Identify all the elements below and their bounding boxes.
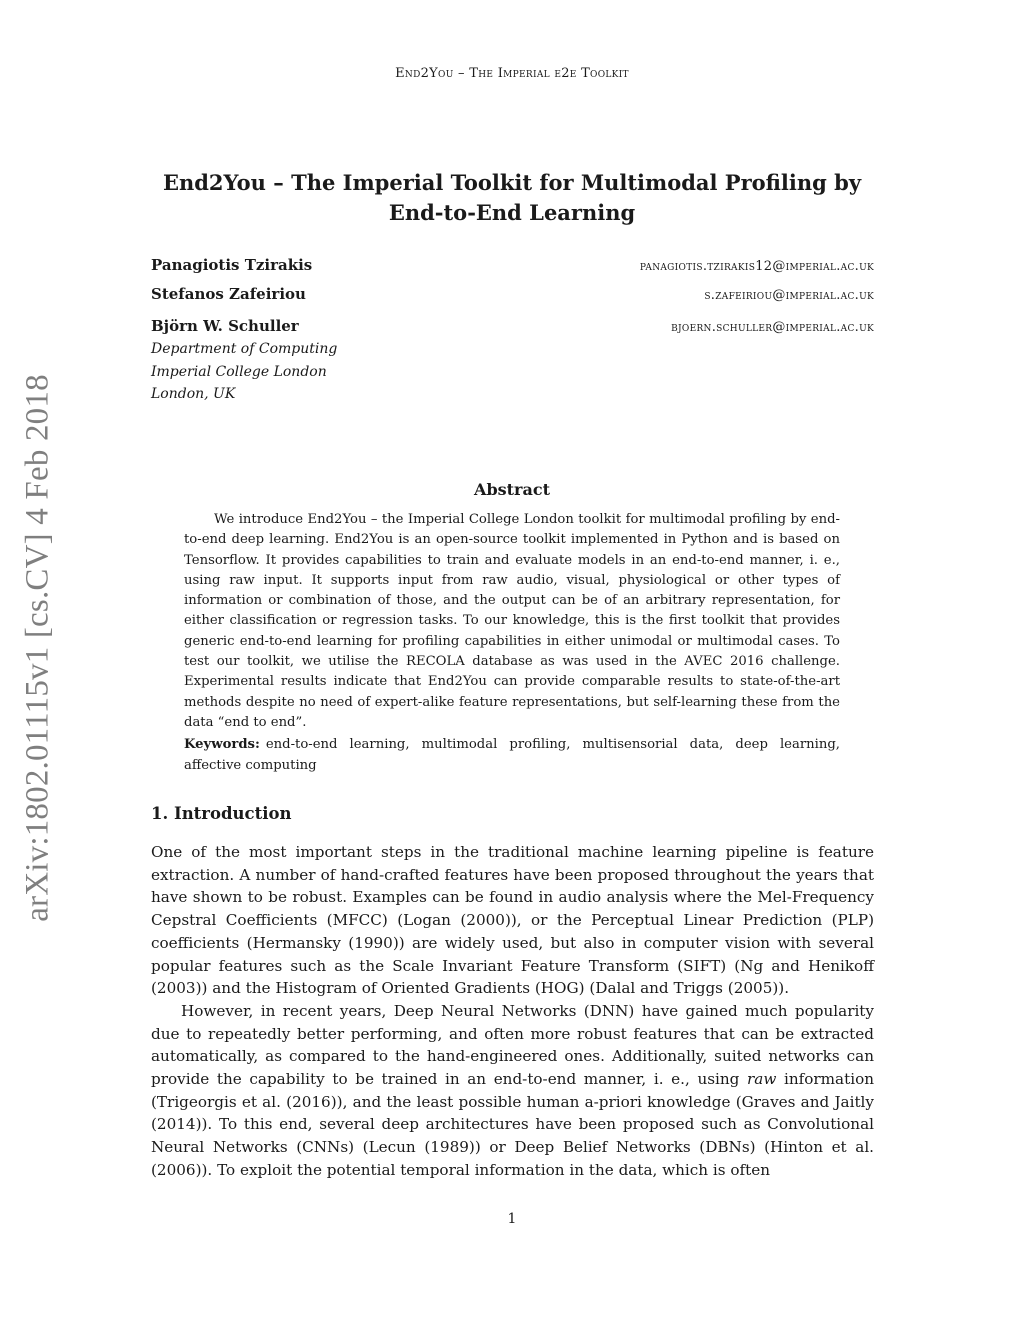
author-name: Stefanos Zafeiriou — [151, 285, 306, 303]
author-email[interactable]: panagiotis.tzirakis12@imperial.ac.uk — [639, 259, 874, 274]
intro-paragraph-2-part-1: However, in recent years, Deep Neural Networks (DNN) have gained much popularity due to repeatedly better performing, and often more robust features that can be extracted automatically, as compared to the hand-engineered ones. Additionally, suited networks can provide the capability to be trained in an end-to-end manner, i. e., using — [151, 1001, 874, 1089]
section-heading-introduction: 1. Introduction — [151, 804, 292, 823]
arxiv-identifier-stamp: arXiv:1802.01115v1 [cs.CV] 4 Feb 2018 — [19, 374, 56, 922]
intro-paragraph-2-part-2: information (Trigeorgis et al. (2016)), and the least possible human a-priori knowledge (Graves and Jaitly (2014)). To this end, several deep architectures have been proposed such as Convolutional Neural Networks (CNNs) (Lecun (1989)) or Deep Belief Networks (DBNs) (Hinton et al. (2006)). To exploit the potential temporal information in the data, which is often — [151, 1070, 874, 1179]
affiliation-institution: Imperial College London — [151, 364, 327, 380]
intro-paragraph-2-emphasis: raw — [747, 1070, 777, 1089]
abstract-text: We introduce End2You – the Imperial College London toolkit for multimodal profiling by end-to-end deep learning. End2You is an open-source toolkit implemented in Python and is based on Tensorflow. It provides capabilities to train and evaluate models in an end-to-end manner, i. e., using raw input. It supports input from raw audio, visual, physiological or other types of information or combination of those, and the output can be of an arbitrary representation, for either classification or regression tasks. To our knowledge, this is the first toolkit that provides generic end-to-end learning for profiling capabilities in either unimodal or multimodal cases. To test our toolkit, we utilise the RECOLA database as was used in the AVEC 2016 challenge. Experimental results indicate that End2You can provide comparable results to state-of-the-art methods despite no need of expert-alike feature representations, but self-learning these from the data “end to end”. — [184, 512, 840, 730]
author-name: Björn W. Schuller — [151, 317, 299, 335]
introduction-body — [151, 841, 874, 1182]
author-row — [151, 285, 874, 303]
author-email[interactable]: s.zafeiriou@imperial.ac.uk — [704, 288, 874, 303]
running-head: End2You – The Imperial e2e Toolkit — [395, 66, 629, 81]
keywords-label: Keywords: — [184, 737, 260, 753]
affiliation-department: Department of Computing — [151, 341, 338, 357]
author-row — [151, 256, 874, 274]
page-number: 1 — [507, 1211, 517, 1227]
keywords-list: end-to-end learning, multimodal profiling, multisensorial data, deep learning, affective computing — [184, 737, 840, 773]
intro-paragraph-1: One of the most important steps in the traditional machine learning pipeline is feature extraction. A number of hand-crafted features have been proposed throughout the years that have shown to be robust. Examples can be found in audio analysis where the Mel-Frequency Cepstral Coefficients (MFCC) (Logan (2000)), or the Perceptual Linear Prediction (PLP) coefficients (Hermansky (1990)) are widely used, but also in computer vision with several popular features such as the Scale Invariant Feature Transform (SIFT) (Ng and Henikoff (2003)) and the Histogram of Oriented Gradients (HOG) (Dalal and Triggs (2005)). — [151, 843, 874, 998]
abstract-heading: Abstract — [474, 480, 550, 499]
paper-title: End2You – The Imperial Toolkit for Multimodal Profiling by End-to-End Learning — [162, 170, 862, 225]
affiliation-location: London, UK — [151, 386, 236, 402]
author-email[interactable]: bjoern.schuller@imperial.ac.uk — [671, 320, 874, 335]
author-row — [151, 317, 874, 335]
intro-paragraph-2 — [151, 1000, 874, 1182]
author-name: Panagiotis Tzirakis — [151, 256, 313, 274]
keywords-line — [184, 735, 840, 776]
abstract-block — [184, 510, 840, 776]
